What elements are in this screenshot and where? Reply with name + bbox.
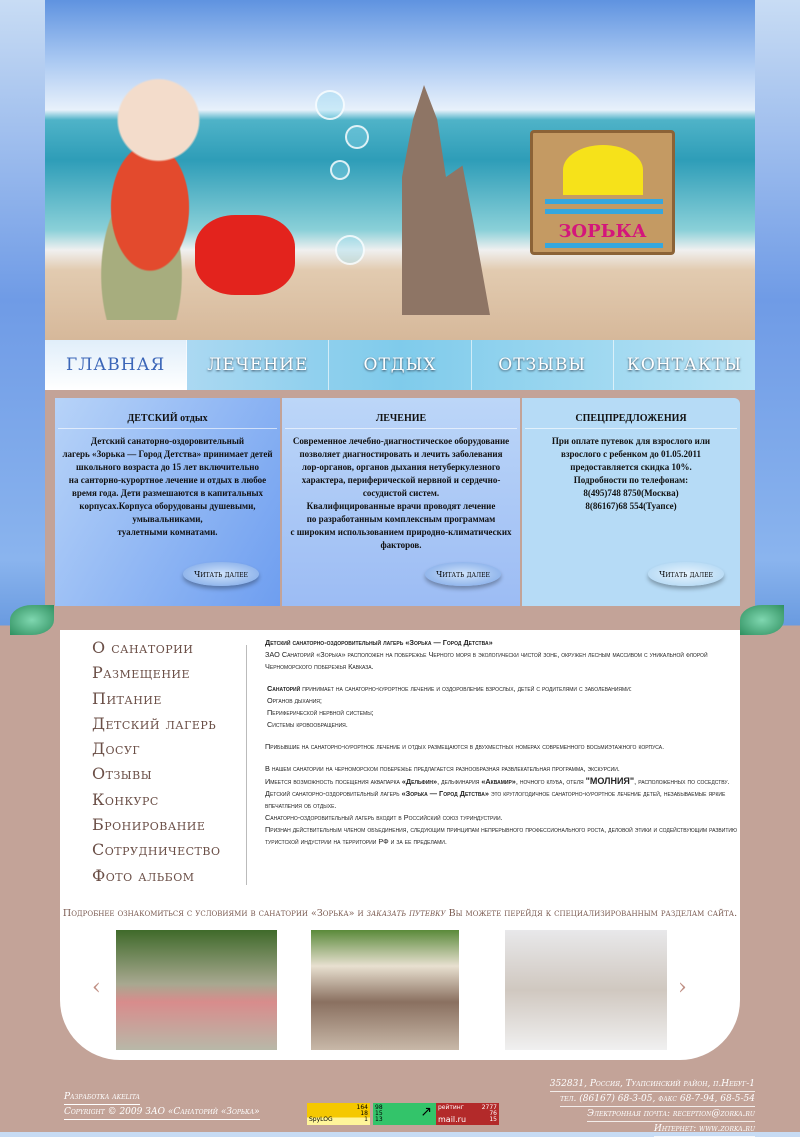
read-more-button[interactable]: Читать далее (183, 562, 259, 586)
counter-value: 15 (375, 1110, 383, 1117)
footer-credits (64, 1090, 260, 1120)
bubble-icon (335, 235, 365, 265)
panel-title: СПЕЦПРЕДЛОЖЕНИЯ (525, 412, 737, 429)
text: "МОЛНИЯ" (585, 776, 635, 786)
panel-text-line: 8(495)748 8750(Москва) (583, 488, 679, 498)
gallery-prev-arrow-icon[interactable]: ‹ (92, 975, 101, 1000)
menu-item[interactable]: Сотрудничество (92, 840, 221, 860)
article-paragraph: Прибывшие на санаторно-курортное лечение и отдых размещаются в двухместных номерах современного восьмиэтажного корпуса. (265, 742, 665, 751)
list-item: Периферической нервной системы; (267, 708, 374, 717)
counter-value: 18 (360, 1110, 368, 1117)
panel-title: ЛЕЧЕНИЕ (285, 412, 517, 429)
logo-text: ЗОРЬКА (558, 221, 647, 242)
gallery-photo-children[interactable] (311, 930, 459, 1050)
address-text: 352831, Россия, Туапсинский район, п.Небуг-1 (550, 1077, 755, 1092)
text: , расположенных по соседству. (634, 777, 730, 786)
panel-text-line: взрослого с ребенком до 01.05.2011 (560, 449, 702, 459)
counter-value: 164 (356, 1104, 368, 1111)
list-item: Системы кровообращения. (267, 720, 348, 729)
website-link[interactable]: Интернет: www.zorka.ru (654, 1122, 755, 1137)
panel-text-line: на санторно-курортное лечение и отдых в любое (68, 475, 267, 485)
text: «Зорька — Город Детства» (401, 789, 489, 798)
panel-text-line: время года. Дети размешаются в капитальных (71, 488, 264, 498)
menu-item[interactable]: Питание (92, 688, 162, 708)
panel-text-line: Квалифицированные врачи проводят лечение (306, 501, 496, 511)
read-more-button[interactable]: Читать далее (648, 562, 724, 586)
counter-label: рейтинг (438, 1104, 464, 1111)
feature-panels (45, 390, 755, 630)
article-paragraph: принимает на санаторно-курортное лечение и оздоровление взрослых, детей с родителями с заболеваниями: (300, 684, 632, 693)
menu-item[interactable]: Бронирование (92, 815, 206, 835)
article-title: Детский санаторно-оздоровительный лагерь «Зорька — Город Детства» (265, 638, 493, 647)
panel-text-line: Подробности по телефонам: (573, 475, 689, 485)
counter-label: SpyLOG (309, 1116, 333, 1123)
text: Имеется возможность посещения аквапарка (265, 777, 402, 786)
notice-text: Подробнее ознакомиться с условиями в санатории «Зорька» и (62, 908, 367, 919)
notice-text: Вы можете перейдя к специализированным разделам сайта. (445, 908, 738, 919)
counter-value: 15 (489, 1116, 497, 1123)
email-link[interactable]: Электронная почта: reception@zorka.ru (587, 1107, 755, 1122)
panel-text-line: характера, периферической нервной и сердечно- (301, 475, 501, 485)
counter-label: mail.ru (438, 1115, 467, 1124)
gallery-photo-dance[interactable] (116, 930, 277, 1050)
text: , дельфинария (437, 777, 482, 786)
nav-contacts[interactable]: КОНТАКТЫ (626, 355, 743, 375)
panel-text-line: по разработанным комплексным программам (306, 514, 496, 524)
phone-text: тел. (86167) 68-3-05, факс 68-7-94, 68-5-54 (560, 1092, 755, 1107)
article-paragraph: В нашем санатории на черноморском побережье предлагается разнообразная развлекательная программа, экскурсии. (265, 764, 620, 773)
leaf-decoration-icon (10, 605, 54, 635)
panel-title: ДЕТСКИЙ отдых (58, 412, 277, 429)
divider (246, 645, 247, 885)
menu-item[interactable]: Конкурс (92, 789, 159, 809)
text: «Аквамир» (481, 777, 516, 786)
panel-text-line: с широким использованием природно-климатических (290, 527, 512, 537)
mailru-rating-counter[interactable] (436, 1103, 499, 1125)
menu-item[interactable]: Фото альбом (92, 865, 195, 885)
panel-text-line: сосудистой систем. (362, 488, 440, 498)
bubble-icon (315, 90, 345, 120)
text: , ночного клуба, отеля (515, 777, 586, 786)
text: это круглогодичное санаторно-курортное лечение детей, незабываемые яркие впечатления об отдыхе. (265, 789, 726, 810)
side-menu (92, 638, 247, 891)
sand-castle-image (380, 85, 490, 315)
article-paragraph: Признан действительным членом объединения, следующим принципам непрерывного профессионального роста, деловой этики и содействующим развитию туристской индустрии на территории РФ и за ее пределами. (265, 825, 738, 846)
arrow-up-right-icon: ↗ (420, 1104, 432, 1120)
counter-value: 76 (489, 1110, 497, 1117)
gallery-next-arrow-icon[interactable]: › (678, 975, 687, 1000)
nav-rest[interactable]: ОТДЫХ (329, 340, 471, 390)
counter-value: 98 (375, 1104, 383, 1111)
panel-text-line: позволяет диагностировать и лечить заболевания (299, 449, 503, 459)
article (265, 637, 753, 848)
panel-text-line: школьного возраста до 15 лет включительно (76, 462, 259, 472)
panel-text-line: Современное лечебно-диагностическое оборудование (292, 436, 510, 446)
panel-text-line: При оплате путевок для взрослого или (551, 436, 711, 446)
nav-reviews[interactable]: ОТЗЫВЫ (472, 340, 614, 390)
panel-text-line: умывальниками, (132, 514, 203, 524)
article-paragraph: ЗАО Санаторий «Зорька» расположен на побережье Черного моря в экологически чистой зоне, окружен лесным массивом с уникальной флорой Черноморского побережья Кавказа. (265, 650, 708, 671)
stats-counter[interactable] (373, 1103, 436, 1125)
panel-text-line: туалетными комнатами. (117, 527, 218, 537)
read-more-button[interactable]: Читать далее (425, 562, 501, 586)
order-trip-link[interactable]: заказать путевку (366, 908, 446, 919)
article-bold: Санаторий (267, 684, 301, 693)
menu-item[interactable]: Досуг (92, 739, 141, 759)
panel-text-line: корпусах.Корпуса оборудованы душевыми, (79, 501, 256, 511)
gallery-photo-dining[interactable] (505, 930, 667, 1050)
panel-text-line: Детский санаторно-оздоровительный (90, 436, 245, 446)
nav-treatment[interactable]: ЛЕЧЕНИЕ (187, 340, 329, 390)
main-nav (45, 340, 755, 390)
text: Детский санаторно-оздоровительный лагерь (265, 789, 402, 798)
counter-value: 1 (364, 1116, 368, 1123)
counter-value: 2777 (481, 1104, 497, 1111)
counter-value: 13 (375, 1116, 383, 1123)
menu-item[interactable]: Отзывы (92, 764, 153, 784)
logo-sign (530, 130, 675, 255)
footer-contacts (550, 1077, 755, 1137)
bubble-icon (330, 160, 350, 180)
panel-text-line: факторов. (380, 540, 422, 550)
menu-item[interactable]: Детский лагерь (92, 713, 217, 733)
panel-text-line: лагерь «Зорька — Город Детства» принимает детей (62, 449, 273, 459)
bubble-icon (345, 125, 369, 149)
nav-home[interactable]: ГЛАВНАЯ (45, 340, 187, 390)
bucket-image (195, 215, 295, 295)
panel-text-line: лор-органов, органов дыхания нетуберкулезного (301, 462, 501, 472)
developer-link[interactable]: Разработка akelita (64, 1090, 140, 1105)
menu-item[interactable]: О санатории (92, 638, 194, 657)
header-banner (45, 0, 755, 340)
panel-text-line: предоставляется скидка 10%. (570, 462, 692, 472)
article-paragraph: Санаторно-оздоровительный лагерь входит в Российский союз туриндустрии. (265, 813, 503, 822)
menu-item[interactable]: Размещение (92, 663, 191, 683)
notice-line (60, 908, 740, 919)
list-item: Органов дыхания; (267, 696, 322, 705)
text: «Дельфин» (401, 777, 438, 786)
spylog-counter[interactable] (307, 1103, 370, 1125)
copyright-text: Copyright © 2009 ЗАО «Санаторий «Зорька» (64, 1105, 260, 1120)
panel-text-line: 8(86167)68 554(Туапсе) (585, 501, 677, 511)
leaf-decoration-icon (740, 605, 784, 635)
